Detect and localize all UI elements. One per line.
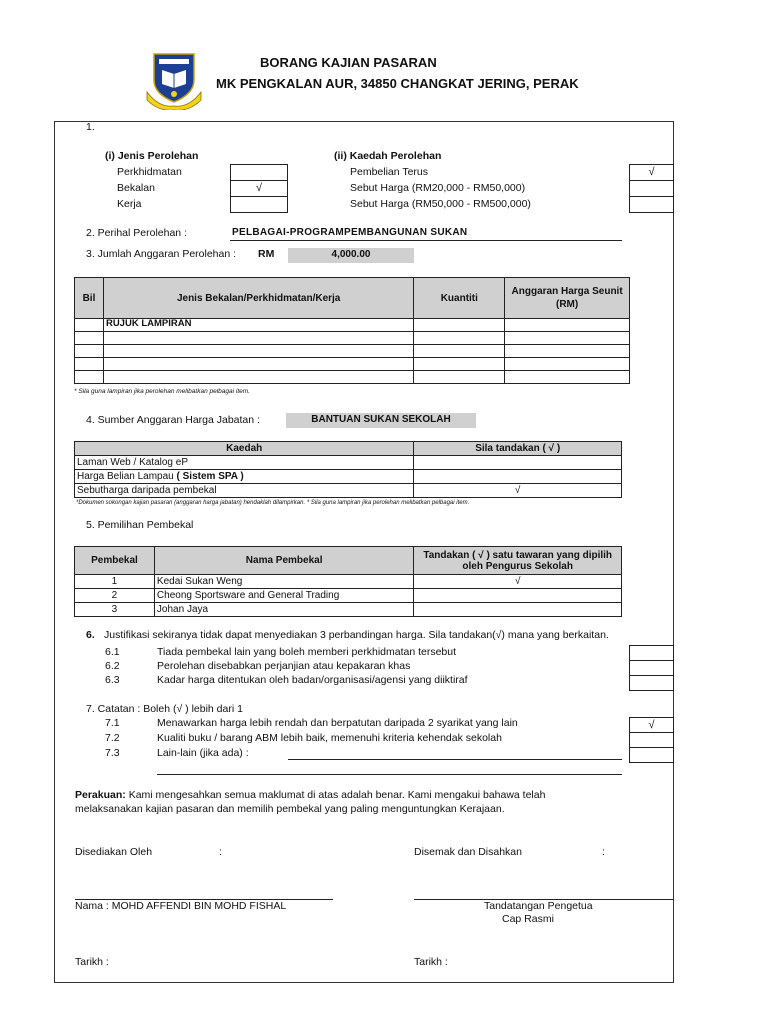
cap-rasmi-label: Cap Rasmi (502, 913, 554, 925)
kaedah-header: Kaedah (75, 442, 414, 456)
tandatangan-pengetua-label: Tandatangan Pengetua (484, 900, 593, 912)
jenis-item-perkhidmatan: Perkhidmatan (117, 166, 182, 178)
catatan-lain-no: 7.3 (105, 747, 120, 759)
catatan-text: Kualiti buku / barang ABM lebih baik, memenuhi kriteria kehendak sekolah (157, 732, 502, 744)
tarikh-right-label: Tarikh : (414, 956, 448, 968)
catatan-checkbox-7-2[interactable] (629, 732, 674, 748)
kaedah-item-sebut-harga-2: Sebut Harga (RM50,000 - RM500,000) (350, 198, 531, 210)
pembekal-nama: Johan Jaya (154, 603, 413, 617)
disediakan-colon: : (219, 846, 222, 858)
items-header-bil: Bil (75, 278, 104, 319)
items-table (74, 277, 630, 384)
kaedah-mark-sebutharga[interactable]: √ (414, 484, 622, 498)
justifikasi-checkbox-6-1[interactable] (629, 645, 674, 661)
kaedah-row-sebutharga: Sebutharga daripada pembekal (75, 484, 414, 498)
kaedah-checkbox-sebut-harga-1[interactable] (629, 180, 674, 197)
signature-line-left[interactable] (75, 886, 333, 900)
catatan-lain-label: Lain-lain (jika ada) : (157, 747, 249, 759)
kaedah-perolehan-title: (ii) Kaedah Perolehan (334, 150, 442, 162)
items-row-text[interactable]: RUJUK LAMPIRAN (103, 319, 413, 332)
pembekal-mark[interactable] (414, 589, 622, 603)
jenis-item-kerja: Kerja (117, 198, 142, 210)
school-crest-logo (145, 50, 203, 110)
justifikasi-label: Justifikasi sekiranya tidak dapat menyediakan 3 perbandingan harga. Sila tandakan(√) mana yang berkaitan. (104, 629, 609, 641)
pembekal-header-nama: Nama Pembekal (154, 547, 413, 575)
pembekal-table (74, 546, 622, 617)
pembekal-mark[interactable]: √ (414, 575, 622, 589)
nama-penyedia: Nama : MOHD AFFENDI BIN MOHD FISHAL (75, 900, 287, 912)
disemak-colon: : (602, 846, 605, 858)
kaedah-checkbox-sebut-harga-2[interactable] (629, 196, 674, 213)
justifikasi-no: 6.2 (105, 660, 120, 672)
kaedah-note: *Dokumen sokongan kajian pasaran (anggaran harga jabatan) hendaklah dilampirkan. * Sila guna lampiran jika perolehan melibatkan pelbagai item. (76, 500, 470, 506)
jumlah-currency: RM (258, 248, 275, 260)
school-address: MK PENGKALAN AUR, 34850 CHANGKAT JERING, PERAK (216, 76, 579, 91)
section-1-number: 1. (86, 121, 95, 133)
signature-line-right[interactable] (414, 886, 674, 900)
pembekal-header-tandakan: Tandakan ( √ ) satu tawaran yang dipilih oleh Pengurus Sekolah (414, 547, 622, 575)
jenis-checkbox-bekalan[interactable]: √ (230, 180, 288, 197)
items-header-jenis: Jenis Bekalan/Perkhidmatan/Kerja (103, 278, 413, 319)
perihal-perolehan-label: 2. Perihal Perolehan : (86, 227, 187, 239)
form-title: BORANG KAJIAN PASARAN (260, 55, 437, 70)
pembekal-no: 2 (75, 589, 155, 603)
justifikasi-checkbox-6-2[interactable] (629, 660, 674, 676)
perakuan-line-1: Perakuan: Kami mengesahkan semua maklumat di atas adalah benar. Kami mengakui bahawa telah (75, 789, 546, 801)
kaedah-item-sebut-harga-1: Sebut Harga (RM20,000 - RM50,000) (350, 182, 526, 194)
kaedah-checkbox-pembelian-terus[interactable]: √ (629, 164, 674, 181)
jumlah-anggaran-label: 3. Jumlah Anggaran Perolehan : (86, 248, 237, 260)
kaedah-mark-harga-belian[interactable] (414, 470, 622, 484)
justifikasi-no: 6.3 (105, 674, 120, 686)
catatan-no: 7.1 (105, 717, 120, 729)
items-header-kuantiti: Kuantiti (414, 278, 505, 319)
catatan-no: 7.2 (105, 732, 120, 744)
justifikasi-text: Perolehan disebabkan perjanjian atau kepakaran khas (157, 660, 411, 672)
section-6-number: 6. (86, 629, 95, 641)
kaedah-row-harga-belian: Harga Belian Lampau ( Sistem SPA ) (75, 470, 414, 484)
tarikh-left-label: Tarikh : (75, 956, 109, 968)
tandakan-header: Sila tandakan ( √ ) (414, 442, 622, 456)
pembekal-nama: Kedai Sukan Weng (154, 575, 413, 589)
kaedah-row-laman-web: Laman Web / Katalog eP (75, 456, 414, 470)
items-note: * Sila guna lampiran jika perolehan melibatkan pelbagai item. (74, 388, 250, 395)
catatan-lain-input-line-2[interactable] (157, 761, 622, 775)
pembekal-header-no: Pembekal (75, 547, 155, 575)
disemak-label: Disemak dan Disahkan (414, 846, 522, 858)
catatan-text: Menawarkan harga lebih rendah dan berpatutan daripada 2 syarikat yang lain (157, 717, 518, 729)
justifikasi-text: Tiada pembekal lain yang boleh memberi perkhidmatan tersebut (157, 646, 457, 658)
jenis-perolehan-title: (i) Jenis Perolehan (105, 150, 199, 162)
catatan-checkbox-7-1[interactable]: √ (629, 717, 674, 733)
catatan-label: 7. Catatan : Boleh (√ ) lebih dari 1 (86, 703, 243, 715)
jenis-item-bekalan: Bekalan (117, 182, 155, 194)
justifikasi-no: 6.1 (105, 646, 120, 658)
pembekal-no: 1 (75, 575, 155, 589)
jenis-checkbox-kerja[interactable] (230, 196, 288, 213)
pembekal-no: 3 (75, 603, 155, 617)
items-header-harga: Anggaran Harga Seunit (RM) (505, 278, 630, 319)
catatan-checkbox-7-3[interactable] (629, 747, 674, 763)
pembekal-mark[interactable] (414, 603, 622, 617)
kaedah-mark-laman-web[interactable] (414, 456, 622, 470)
catatan-lain-input-line[interactable] (288, 746, 622, 760)
kaedah-table (74, 441, 622, 498)
sumber-anggaran-value[interactable]: BANTUAN SUKAN SEKOLAH (286, 413, 476, 428)
pembekal-nama: Cheong Sportsware and General Trading (154, 589, 413, 603)
jenis-checkbox-perkhidmatan[interactable] (230, 164, 288, 181)
jumlah-anggaran-value[interactable]: 4,000.00 (288, 248, 414, 263)
perihal-perolehan-value[interactable]: PELBAGAI-PROGRAMPEMBANGUNAN SUKAN (232, 227, 468, 238)
disediakan-oleh-label: Disediakan Oleh (75, 846, 153, 858)
justifikasi-checkbox-6-3[interactable] (629, 675, 674, 691)
justifikasi-text: Kadar harga ditentukan oleh badan/organisasi/agensi yang diiktiraf (157, 674, 468, 686)
sumber-anggaran-label: 4. Sumber Anggaran Harga Jabatan : (86, 414, 260, 426)
perakuan-line-2: melaksanakan kajian pasaran dan memilih pembekal yang paling menguntungkan Kerajaan. (75, 803, 505, 815)
pemilihan-pembekal-label: 5. Pemilihan Pembekal (86, 519, 194, 531)
kaedah-item-pembelian-terus: Pembelian Terus (350, 166, 429, 178)
